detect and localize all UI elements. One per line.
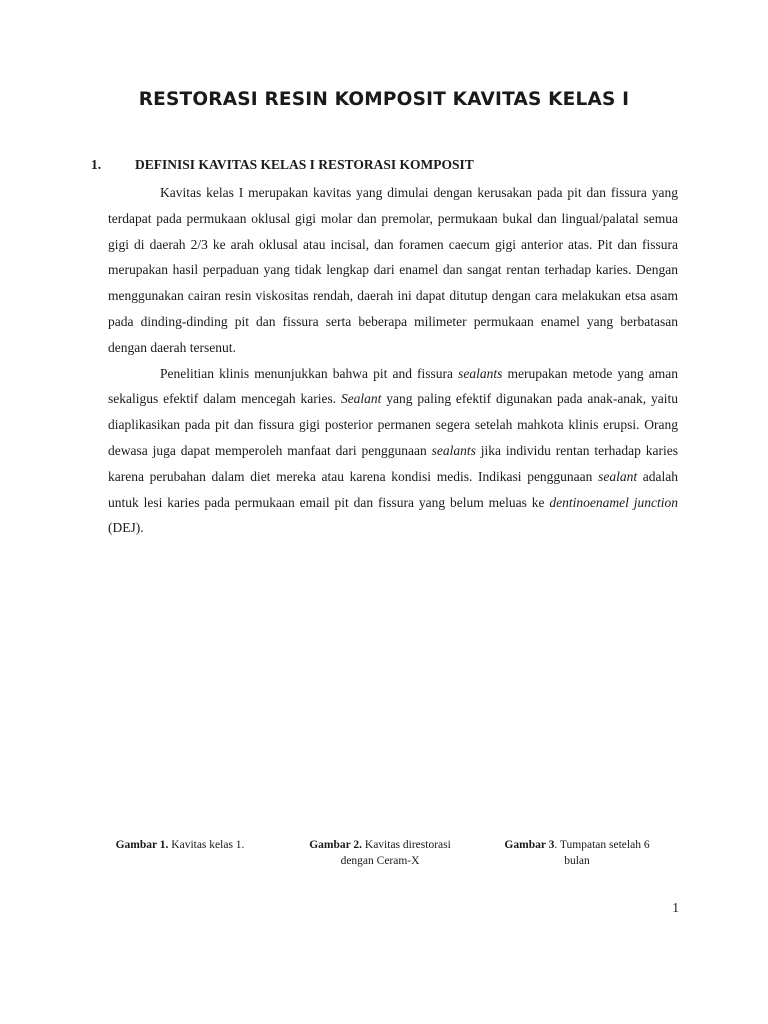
italic-term: sealants bbox=[431, 442, 476, 458]
caption-figure-1 bbox=[100, 837, 260, 853]
paragraph-2-text: jika individu rentan terhadap karies karena perubahan dalam diet mereka atau karena kondisi medis. Indikasi penggunaan bbox=[108, 442, 678, 484]
paragraph-2-text: (DEJ). bbox=[108, 520, 144, 536]
document-title: RESTORASI RESIN KOMPOSIT KAVITAS KELAS I bbox=[138, 89, 630, 110]
italic-term: Sealant bbox=[340, 391, 382, 407]
paragraph-1: Kavitas kelas I merupakan kavitas yang dimulai dengan kerusakan pada pit dan fissura yang terdapat pada permukaan oklusal gigi molar dan premolar, permukaan bukal dan lingual/palatal semua gigi di daerah 2/3 ke arah oklusal atau incisal, dan foramen caecum gigi anterior atas. Pit dan fissura merupakan hasil perpaduan yang tidak lengkap dari enamel dan sangat rentan terhadap karies. Dengan menggunakan cairan resin viskositas rendah, daerah ini dapat ditutup dengan cara melakukan etsa asam pada dinding-dinding pit dan fissura serta beberapa milimeter permukaan enamel yang berbatasan dengan daerah tersenut. bbox=[108, 185, 678, 355]
caption-text: Kavitas kelas 1. bbox=[168, 839, 245, 851]
paragraph-2-text: merupakan metode yang aman sekaligus efektif dalam mencegah karies. bbox=[108, 365, 679, 407]
caption-label: Gambar 1. bbox=[115, 839, 169, 851]
caption-label: Gambar 2. bbox=[309, 839, 363, 851]
caption-label: Gambar 3 bbox=[504, 839, 555, 851]
section-number: 1. bbox=[91, 157, 102, 172]
caption-figure-3 bbox=[492, 837, 662, 869]
caption-text: Kavitas direstorasi dengan Ceram-X bbox=[340, 839, 451, 867]
paragraph-2-text: yang paling efektif digunakan pada anak-anak, yaitu diaplikasikan pada pit dan fissura gigi posterior permanen segera setelah mahkota klinis erupsi. Orang dewasa juga dapat memperoleh manfaat dari penggunaan bbox=[108, 391, 678, 458]
caption-text: . Tumpatan setelah 6 bulan bbox=[554, 839, 650, 867]
italic-term: dentinoenamel junction bbox=[549, 494, 678, 510]
caption-figure-2 bbox=[298, 837, 462, 869]
body-text bbox=[108, 180, 678, 541]
paragraph-2 bbox=[108, 361, 678, 542]
italic-term: sealants bbox=[458, 365, 503, 381]
section-heading-text: DEFINISI KAVITAS KELAS I RESTORASI KOMPOSIT bbox=[135, 157, 474, 172]
section-heading bbox=[91, 157, 474, 173]
italic-term: sealant bbox=[598, 468, 638, 484]
paragraph-2-text: Penelitian klinis menunjukkan bahwa pit and fissura bbox=[160, 365, 459, 381]
page-number: 1 bbox=[672, 900, 679, 915]
paragraph-2-text: adalah untuk lesi karies pada permukaan email pit dan fissura yang belum meluas ke bbox=[108, 468, 678, 510]
